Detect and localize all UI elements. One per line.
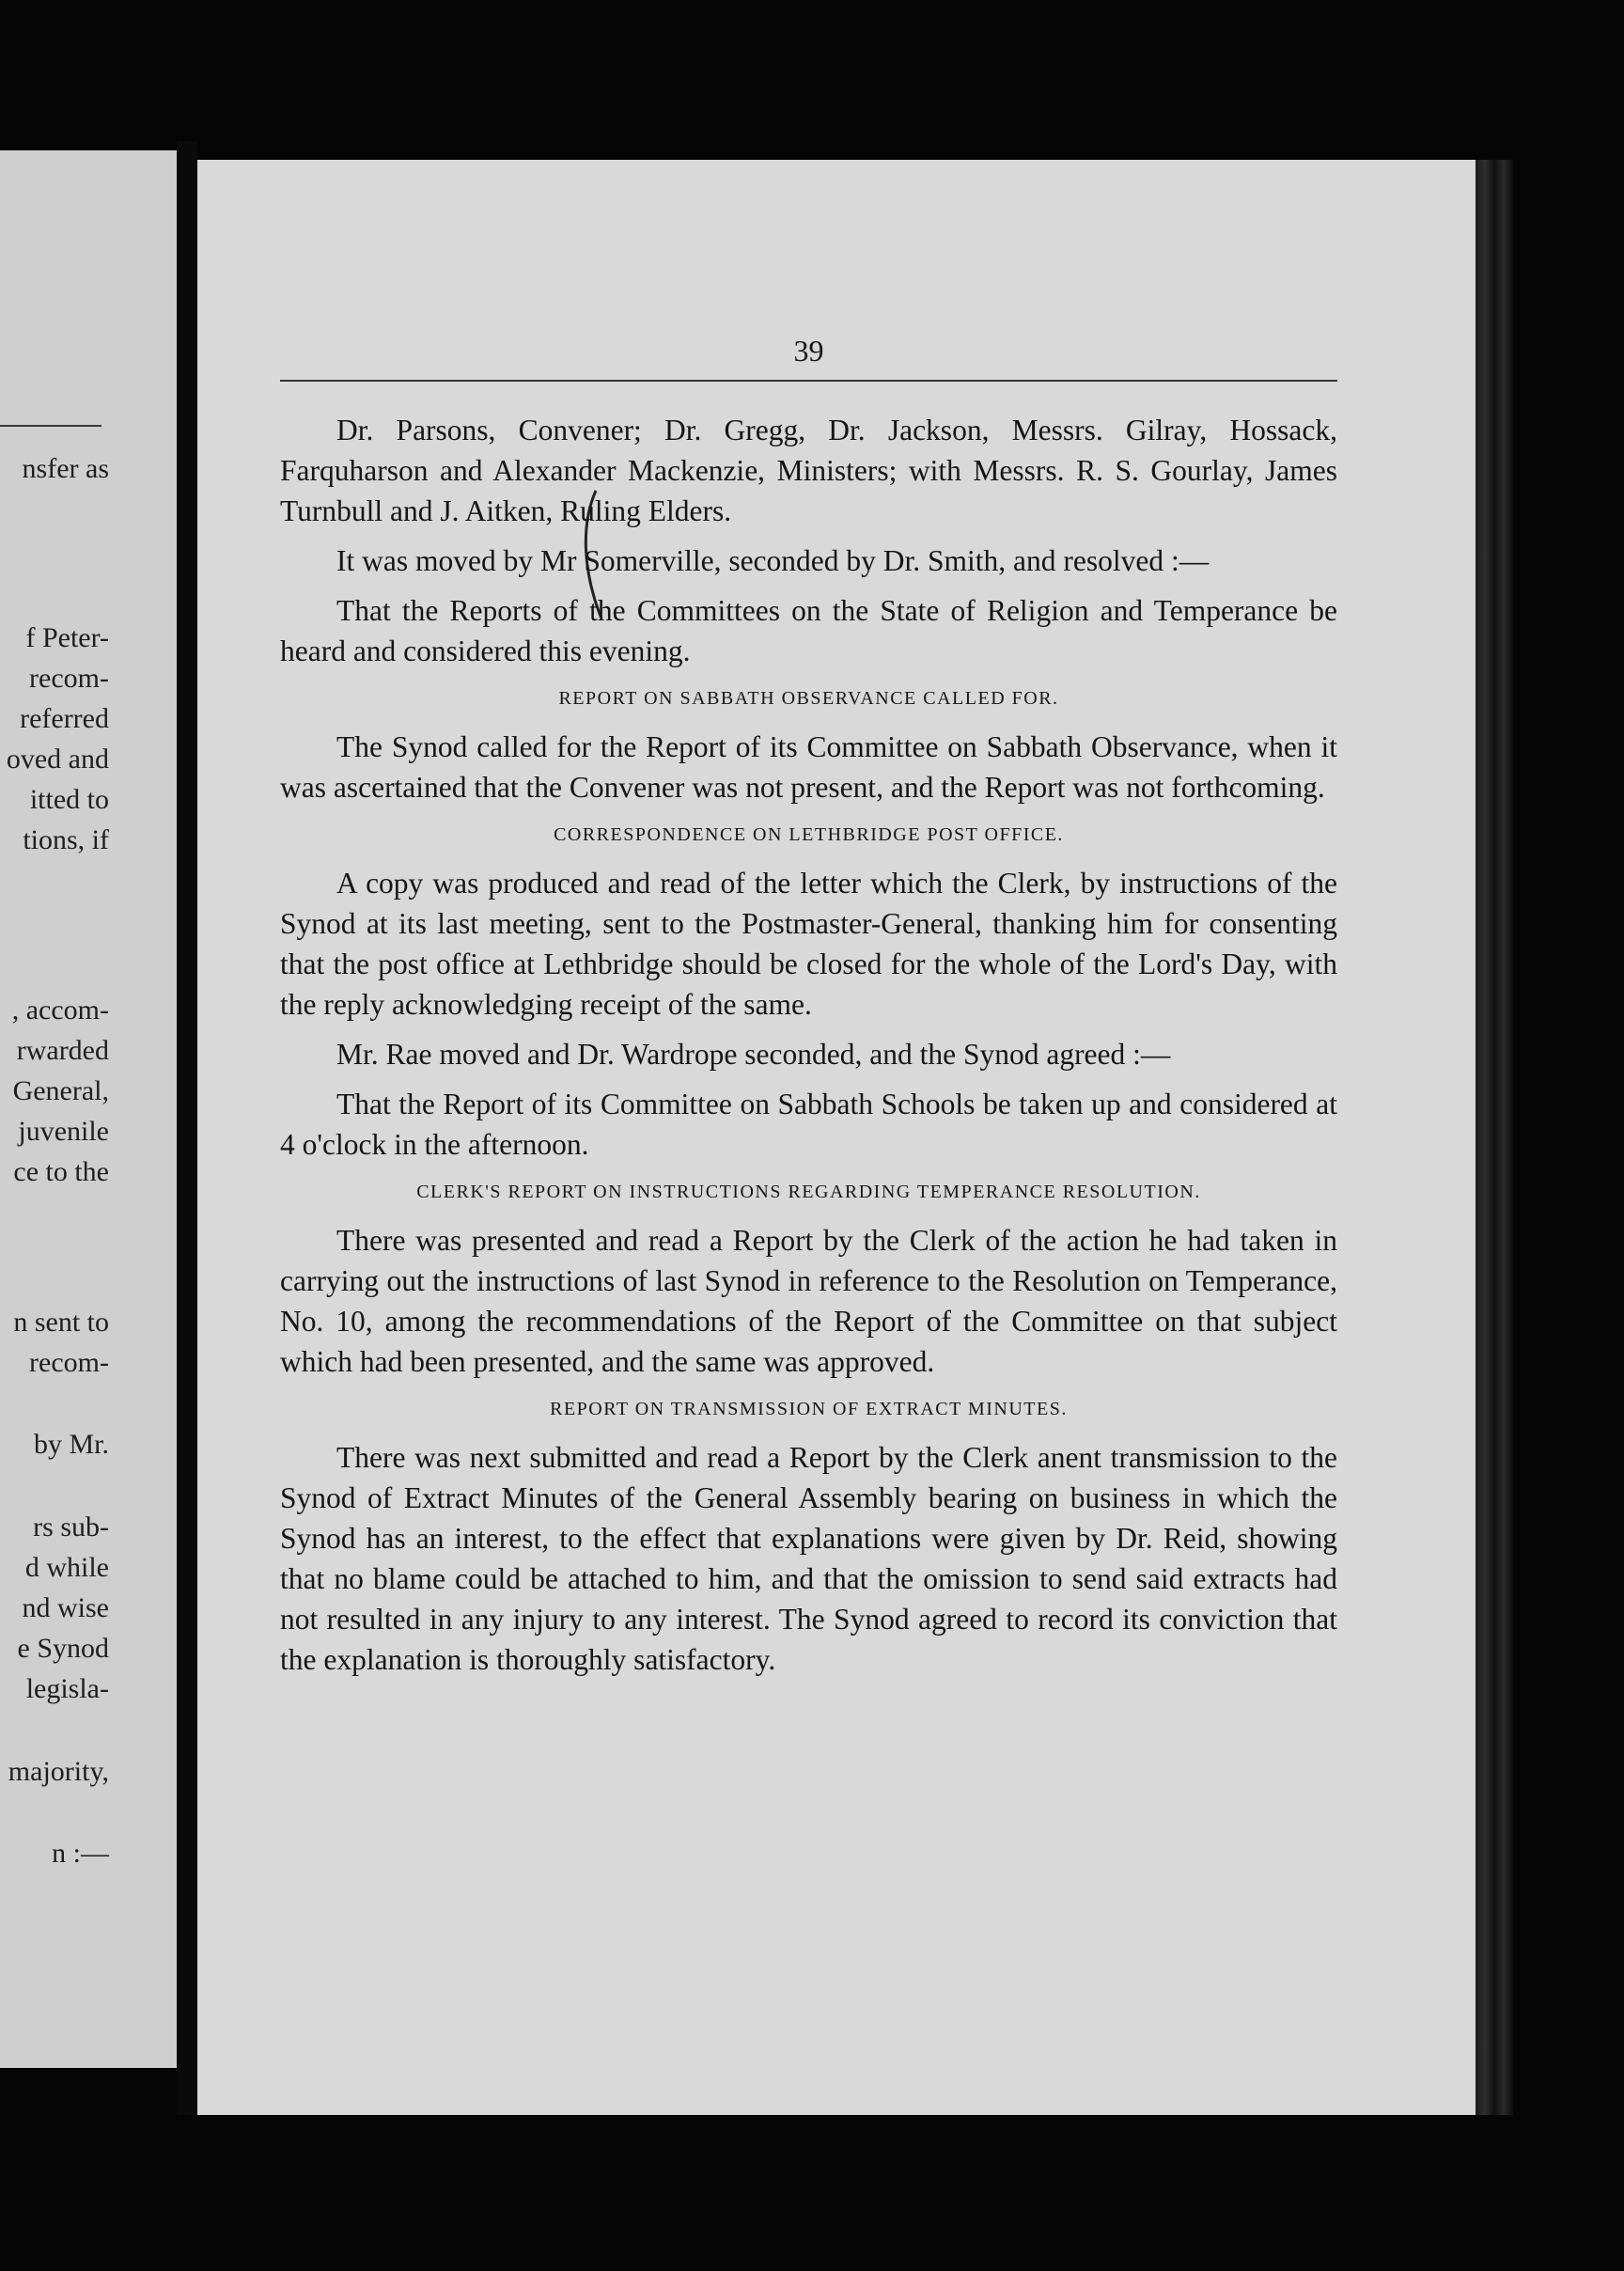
- section-heading: REPORT ON SABBATH OBSERVANCE CALLED FOR.: [558, 688, 1059, 709]
- facing-page-fragment: tions, if: [23, 824, 109, 855]
- header-rule: [280, 380, 1337, 382]
- facing-page-fragment: ce to the: [13, 1156, 109, 1187]
- section-heading: CLERK'S REPORT ON INSTRUCTIONS REGARDING TEMPERANCE RESOLUTION.: [416, 1182, 1201, 1202]
- facing-page-fragment: legisla-: [25, 1673, 109, 1704]
- body-paragraph: The Synod called for the Report of its Committee on Sabbath Observance, when it was ascertained that the Convener was not present, and the Report was not forthcoming.: [280, 730, 1337, 804]
- page-number: 39: [793, 334, 824, 368]
- facing-page-fragment: juvenile: [18, 1116, 109, 1147]
- facing-page-rule: [0, 425, 102, 427]
- facing-page-fragment: e Synod: [17, 1633, 109, 1664]
- facing-page: [0, 150, 177, 2068]
- resolution-paragraph: That the Reports of the Committees on the State of Religion and Temperance be heard and considered this evening.: [280, 594, 1337, 667]
- section-heading: CORRESPONDENCE ON LETHBRIDGE POST OFFICE.: [554, 824, 1064, 845]
- facing-page-fragment: recom-: [29, 663, 109, 694]
- facing-page-fragment: f Peter-: [25, 622, 109, 653]
- document-page: [197, 160, 1476, 2115]
- page-content: [280, 329, 1337, 1689]
- facing-page-fragment: itted to: [29, 784, 109, 815]
- facing-page-fragment: General,: [12, 1075, 109, 1106]
- facing-page-fragment: rwarded: [16, 1035, 109, 1066]
- facing-page-fragment: n :—: [52, 1838, 109, 1869]
- motion-paragraph: Mr. Rae moved and Dr. Wardrope seconded, and the Synod agreed :—: [336, 1038, 1171, 1071]
- facing-page-fragment: rs sub-: [33, 1511, 109, 1543]
- facing-page-fragment: majority,: [8, 1756, 109, 1787]
- body-paragraph: There was next submitted and read a Report by the Clerk anent transmission to the Synod of Extract Minutes of the General Assembly bearing on business in which the Synod has an interest, to the effect that explanations were given by Dr. Reid, showing that no blame could be attached to him, and that the omission to send said extracts had not resulted in any injury to any interest. The Synod agreed to record its conviction that the explanation is thoroughly satisfactory.: [280, 1441, 1337, 1676]
- facing-page-fragment: n sent to: [13, 1307, 109, 1338]
- motion-paragraph: It was moved by Mr Somerville, seconded by Dr. Smith, and resolved :—: [336, 544, 1210, 577]
- committee-members-paragraph: Dr. Parsons, Convener; Dr. Gregg, Dr. Jackson, Messrs. Gilray, Hossack, Farquharson and Alexander Mackenzie, Ministers; with Messrs. R. S. Gourlay, James Turnbull and J. Aitken, Ruling Elders.: [280, 414, 1337, 527]
- facing-page-fragment: nsfer as: [22, 453, 109, 484]
- body-paragraph: There was presented and read a Report by the Clerk of the action he had taken in carrying out the instructions of last Synod in reference to the Resolution on Temperance, No. 10, among the recommendations of the Report of the Committee on that subject which had been presented, and the same was approved.: [280, 1224, 1337, 1378]
- facing-page-fragment: d while: [24, 1552, 109, 1583]
- facing-page-fragment: oved and: [6, 744, 109, 775]
- facing-page-fragment: nd wise: [22, 1592, 109, 1623]
- facing-page-fragment: by Mr.: [33, 1429, 109, 1460]
- resolution-paragraph: That the Report of its Committee on Sabbath Schools be taken up and considered at 4 o'clock in the afternoon.: [280, 1088, 1337, 1161]
- facing-page-fragment: referred: [20, 703, 109, 734]
- section-heading: REPORT ON TRANSMISSION OF EXTRACT MINUTES.: [550, 1399, 1068, 1419]
- body-paragraph: A copy was produced and read of the letter which the Clerk, by instructions of the Synod at its last meeting, sent to the Postmaster-General, thanking him for consenting that the post office at Lethbridge should be closed for the whole of the Lord's Day, with the reply acknowledging receipt of the same.: [280, 867, 1337, 1021]
- facing-page-fragment: , accom-: [11, 995, 109, 1026]
- facing-page-fragment: recom-: [29, 1347, 109, 1378]
- page-edges: [1476, 160, 1513, 2115]
- book-gutter: [177, 141, 197, 2115]
